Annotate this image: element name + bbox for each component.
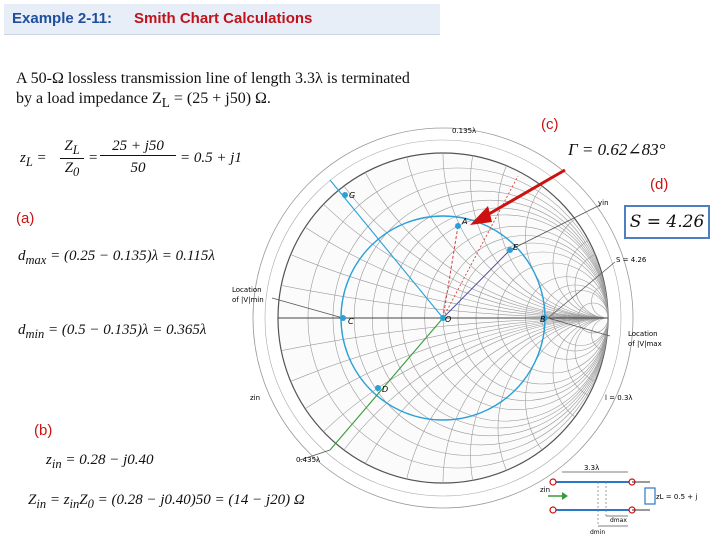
- label-B: B: [540, 315, 546, 324]
- wtg-bottom-label: 0.435λ: [296, 456, 321, 464]
- dmax-value: = (0.25 − 0.135)λ = 0.115λ: [50, 248, 215, 264]
- part-label-a: (a): [16, 210, 35, 227]
- zl-frac2-den: 50: [130, 160, 146, 176]
- part-label-d: (d): [650, 176, 669, 193]
- Zin-symbol-sub: in: [36, 497, 47, 511]
- inset-length-label: 3.3λ: [584, 464, 600, 472]
- Zin-rest-sub: in: [69, 497, 80, 511]
- dmin-symbol: d: [18, 322, 26, 338]
- point-G: [342, 192, 348, 198]
- part-label-b: (b): [34, 422, 53, 439]
- label-G: G: [349, 191, 356, 200]
- zl-frac1-num-sub: L: [72, 143, 80, 157]
- dmax-symbol-sub: max: [25, 253, 47, 267]
- point-C: [340, 315, 346, 321]
- swr-box: S = 4.26: [624, 205, 710, 239]
- inset-zl-label: zL = 0.5 + j: [656, 493, 698, 501]
- zl-frac2-num: 25 + j50: [100, 138, 176, 156]
- zl-result: = 0.5 + j1: [180, 150, 242, 166]
- Zin-rest2: Z: [79, 492, 88, 508]
- label-E: E: [513, 243, 519, 252]
- Zin-value: = (0.28 − j0.40)50 = (14 − j20) Ω: [93, 492, 305, 508]
- example-label: Example 2-11:: [12, 10, 113, 27]
- example-title: Smith Chart Calculations: [134, 10, 313, 27]
- Zin-symbol: Z: [28, 492, 37, 508]
- zl-symbol-sub: L: [25, 155, 33, 169]
- vmin-label-1: Location: [232, 286, 262, 294]
- gamma-equation: Γ = 0.62∠83°: [568, 140, 666, 159]
- zin-chart-label: zin: [250, 394, 261, 402]
- swr-chart-label: S = 4.26: [616, 256, 647, 264]
- inset-dmax-label: dmax: [610, 517, 627, 524]
- zin-symbol: z: [46, 452, 52, 468]
- part-label-c: (c): [541, 116, 559, 133]
- inset-zin-arrow-head: [562, 492, 568, 500]
- zl-lhs: $z_L$ =: [20, 150, 47, 169]
- inset-dmin-label: dmin: [590, 529, 606, 536]
- dmin-value: = (0.5 − 0.135)λ = 0.365λ: [48, 322, 207, 338]
- Zin-rest: = z: [46, 492, 70, 508]
- vmax-label-1: Location: [628, 330, 658, 338]
- vmin-label-2: of |V|min: [232, 296, 264, 304]
- dmax-symbol: d: [18, 248, 26, 264]
- label-O: O: [445, 315, 452, 324]
- inset-terminal-2: [550, 507, 556, 513]
- problem-line-1: A 50-Ω lossless transmission line of length 3.3λ is terminated: [16, 70, 410, 87]
- line-inset: [540, 464, 697, 536]
- length-chart-label: l = 0.3λ: [605, 394, 633, 402]
- label-C: C: [348, 317, 354, 326]
- zin-value: = 0.28 − j0.40: [65, 452, 154, 468]
- zl-eq-sign: =: [88, 150, 99, 166]
- zin-symbol-sub: in: [51, 457, 62, 471]
- dmin-symbol-sub: min: [25, 327, 45, 341]
- problem-line-2-rest: = (25 + j50) Ω.: [169, 90, 271, 107]
- yin-chart-label: yin: [598, 199, 609, 207]
- zl-frac1-num-text: Z: [64, 138, 73, 154]
- point-D: [375, 385, 381, 391]
- inset-zin-label: zin: [540, 486, 551, 494]
- zl-frac1-den-text: Z: [64, 160, 74, 176]
- point-A: [455, 223, 461, 229]
- zl-symbol: z: [20, 150, 26, 166]
- inset-terminal-1: [550, 479, 556, 485]
- Zin-rest2-sub: 0: [87, 497, 94, 511]
- problem-line-2-sub: L: [161, 95, 170, 111]
- inset-load: [645, 488, 655, 504]
- label-A: A: [462, 217, 468, 226]
- label-D: D: [382, 385, 389, 394]
- wtg-top-label: 0.135λ: [452, 127, 477, 135]
- zl-frac1-den-sub: 0: [73, 165, 80, 179]
- problem-line-2-text: by a load impedance Z: [16, 90, 162, 107]
- vmax-label-2: of |V|max: [628, 340, 662, 348]
